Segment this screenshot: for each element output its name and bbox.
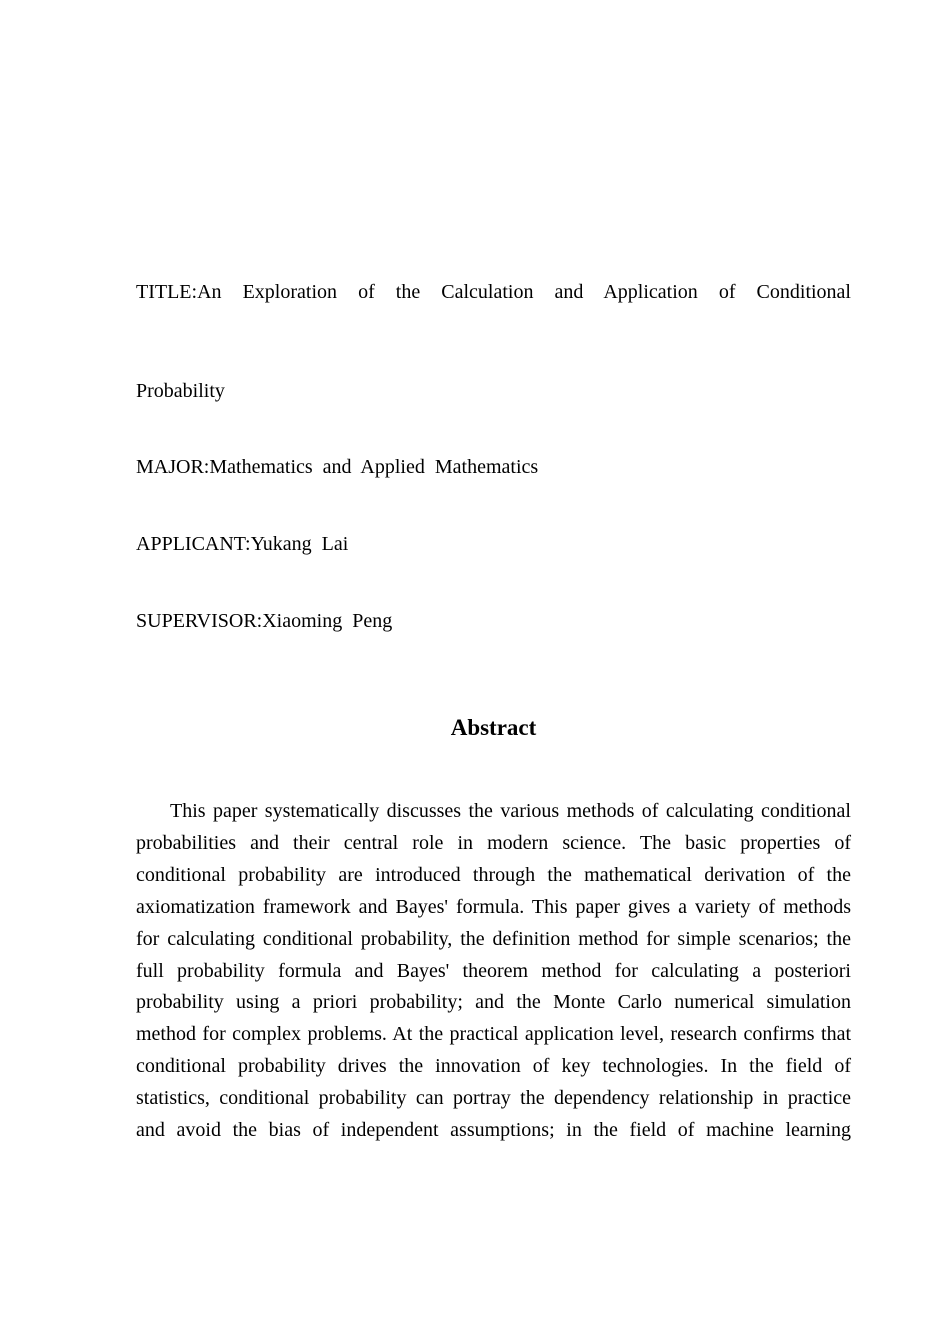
supervisor-value: Xiaoming Peng <box>262 610 393 632</box>
major-line <box>136 455 851 479</box>
title-text-line-2: Probability <box>136 380 225 402</box>
applicant-value: Yukang Lai <box>250 533 349 555</box>
supervisor-line <box>136 609 851 633</box>
applicant-label: APPLICANT: <box>136 533 251 555</box>
title-label: TITLE: <box>136 281 198 303</box>
title-text-line-1: An Exploration of the Calculation and Application of Conditional <box>197 281 851 303</box>
supervisor-label: SUPERVISOR: <box>136 610 263 632</box>
major-label: MAJOR: <box>136 456 210 478</box>
title-line-2 <box>136 379 851 403</box>
abstract-body: This paper systematically discusses the various methods of calculating conditional probabilities and their central role in modern science. The basic properties of conditional probability are introduced through the mathematical derivation of the axiomatization framework and Bayes' formula. This paper gives a variety of methods for calculating conditional probability, the definition method for simple scenarios; the full probability formula and Bayes' theorem method for calculating a posteriori probability using a priori probability; and the Monte Carlo numerical simulation method for complex problems. At the practical application level, research confirms that conditional probability drives the innovation of key technologies. In the field of statistics, conditional probability can portray the dependency relationship in practice and avoid the bias of independent assumptions; in the field of machine learning <box>136 800 851 1142</box>
major-value: Mathematics and Applied Mathematics <box>209 456 539 478</box>
title-line-1 <box>136 280 851 304</box>
applicant-line <box>136 532 851 556</box>
abstract-heading: Abstract <box>450 715 537 740</box>
